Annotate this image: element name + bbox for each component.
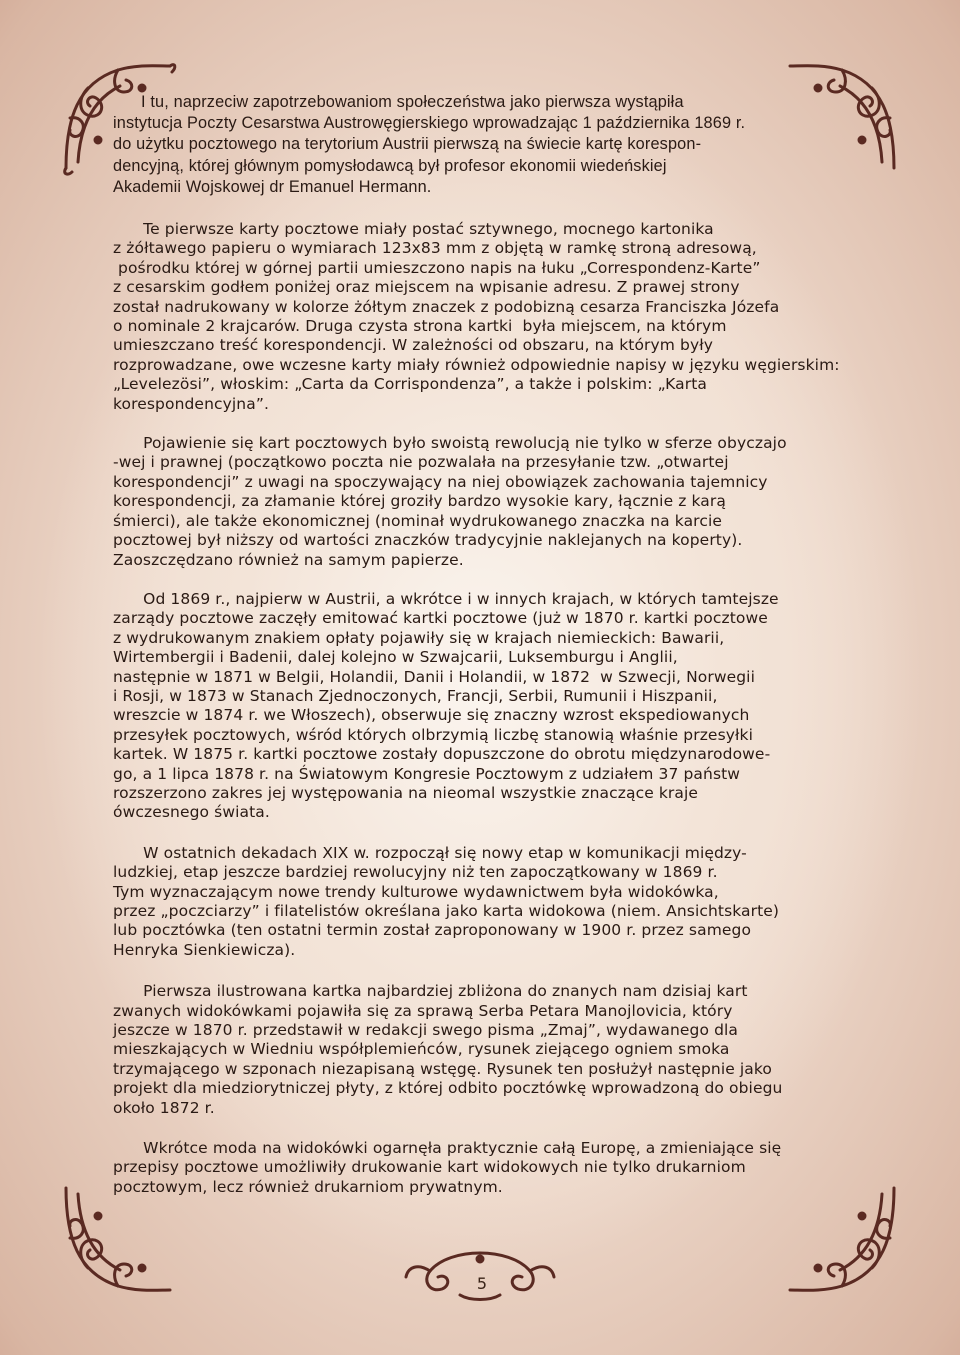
paragraph: Wkrótce moda na widokówki ogarnęła praktycznie całą Europę, a zmieniające się przepisy pocztowe umożliwiły drukowanie kart widokowych nie tylko drukarniom pocztowym, lecz również drukarniom prywatnym.: [113, 1139, 782, 1196]
page-number: 5: [476, 1274, 488, 1293]
paragraph: Pierwsza ilustrowana kartka najbardziej zbliżona do znanych nam dzisiaj kart zwanych widokówkami pojawiła się za sprawą Serba Petara Manojlovicia, który jeszcze w 1870 r. przedstawił w redakcji swego pisma „Zmaj”, wydawanego dla mieszkających w Wiedniu współplemieńców, rysunek ziejącego ogniem smoka trzymającego w szponach niezapisaną wstęgę. Rysunek ten posłużył następnie jako projekt dla miedziorytniczej płyty, z której odbito pocztówkę wprowadzoną do obiegu około 1872 r.: [113, 982, 783, 1117]
paragraph: Od 1869 r., najpierw w Austrii, a wkrótce i w innych krajach, w których tamtejsze zarządy pocztowe zaczęły emitować kartki pocztowe (już w 1870 r. kartki pocztowe z wydrukowanym znakiem opłaty pojawiły się w krajach niemieckich: Bawarii, Wirtembergii i Badenii, dalej kolejno w Szwajcarii, Luksemburgu i Anglii, następnie w 1871 w Belgii, Holandii, Danii i Holandii, w 1872 w Szwecji, Norwegii i Rosji, w 1873 w Stanach Zjednoczonych, Francji, Serbii, Rumunii i Hiszpanii, wreszcie w 1874 r. we Włoszech), obserwuje się znaczny wzrost ekspediowanych przesyłek pocztowych, wśród których olbrzymią liczbę stanowią właśnie przesyłki kartek. W 1875 r. kartki pocztowe zostały dopuszczone do obrotu międzynarodowe- go, a 1 lipca 1878 r. na Światowym Kongresie Pocztowym z udziałem 37 państw rozszerzono zakres jej występowania na nieomal wszystkie znaczące kraje ówczesnego świata.: [113, 589, 779, 822]
paragraph: Te pierwsze karty pocztowe miały postać sztywnego, mocnego kartonika z żółtawego papieru o wymiarach 123x83 mm z objętą w ramkę stroną adresową, pośrodku której w górnej partii umieszczono napis na łuku „Correspondenz-Karte” z cesarskim godłem poniżej oraz miejscem na wpisanie adresu. Z prawej strony został nadrukowany w kolorze żółtym znaczek z podobizną cesarza Franciszka Józefa o nominale 2 krajcarów. Druga czysta strona kartki była miejscem, na którym umieszczano treść korespondencji. W zależności od obszaru, na którym były rozprowadzane, owe wczesne karty miały również odpowiednie napisy w języku węgierskim: „Levelezösi”, włoskim: „Carta da Corrispondenza”, a także i polskim: „Karta korespondencyjna”.: [113, 220, 840, 413]
main-text: [113, 92, 873, 1197]
paragraph: Pojawienie się kart pocztowych było swoistą rewolucją nie tylko w sferze obyczajo -wej i prawnej (początkowo poczta nie pozwalała na przesyłanie tzw. „otwartej korespondencji” z uwagi na spoczywający na niej obowiązek zachowania tajemnicy korespondencji, za złamanie której groziły bardzo wysokie kary, łącznie z karą śmierci), ale także ekonomicznej (nominał wydrukowanego znaczka na karcie pocztowej był niższy od wartości znaczków tradycyjnie naklejanych na koperty). Zaoszczędzano również na samym papierze.: [113, 434, 787, 569]
paragraph: I tu, naprzeciw zapotrzebowaniom społeczeństwa jako pierwsza wystąpiła instytucja Poczty Cesarstwa Austrowęgierskiego wprowadzając 1 października 1869 r. do użytku pocztowego na terytorium Austrii pierwszą na świecie kartę korespon- dencyjną, której głównym pomysłodawcą był profesor ekonomii wiedeńskiej Akademii Wojskowej dr Emanuel Hermann.: [113, 93, 746, 196]
paragraph: W ostatnich dekadach XIX w. rozpoczął się nowy etap w komunikacji między- ludzkiej, etap jeszcze bardziej rewolucyjny niż ten zapoczątkowany w 1869 r. Tym wyznaczającym nowe trendy kulturowe wydawnictwem była widokówka, przez „poczciarzy” i filatelistów określana jako karta widokowa (niem. Ansichtskarte) lub pocztówka (ten ostatni termin został zaproponowany w 1900 r. przez samego Henryka Sienkiewicza).: [113, 843, 780, 959]
